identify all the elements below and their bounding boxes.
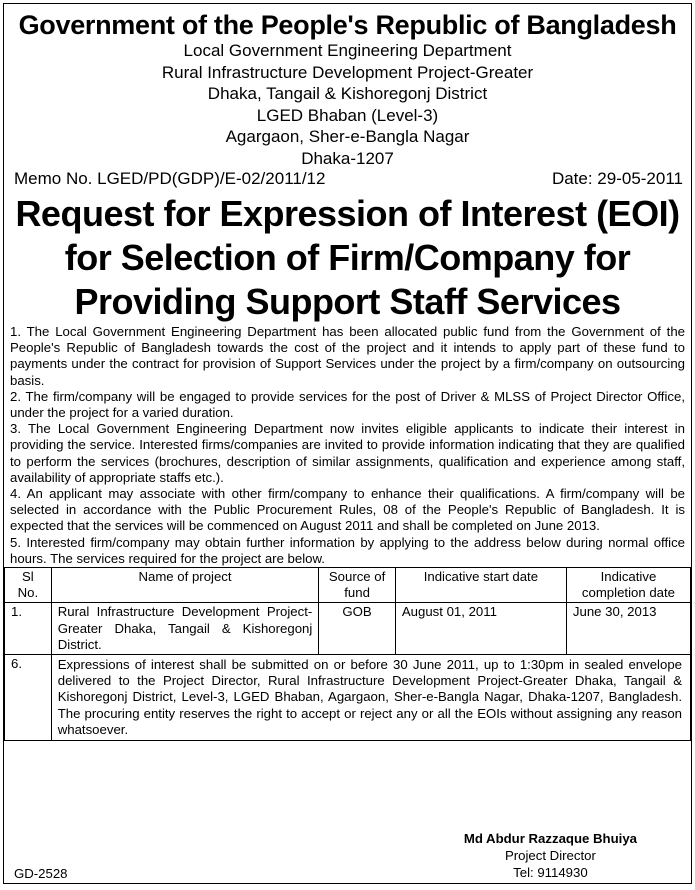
government-title: Government of the People's Republic of Bangladesh [18, 10, 677, 40]
eoi-title-line: Request for Expression of Interest (EOI) [15, 193, 680, 234]
cell-source-of-fund: GOB [319, 603, 396, 655]
advertisement-page [3, 3, 692, 884]
header-completion-date: Indicative completion date [566, 568, 690, 603]
cell-submission-details: Expressions of interest shall be submitted on or before 30 June 2011, up to 1:30pm in sealed envelope delivered to the Project Director, Rural Infrastructure Development Project-Greater Dhaka, Tangail & Kishoregonj District, Level-3, LGED Bhaban, Agargaon, Sher-e-Bangla Nagar, Dhaka-1207, Bangladesh. The procuring entity reserves the right to accept or reject any or all the EOIs without assigning any reason whatsoever. [51, 655, 690, 741]
eoi-title-line: for Selection of Firm/Company for [64, 237, 631, 278]
memo-date: Date: 29-05-2011 [551, 169, 683, 188]
address-line: LGED Bhaban (Level-3) [256, 105, 439, 125]
paragraph-3: 3. The Local Government Engineering Department now invites eligible applicants to indicate their interest in providing the service. Interested firms/companies are invited to provide information indicating that they are qualified to perform the services (brochures, description of similar assignments, qualification and experience among staff, availability of appropriate staffs etc.). [10, 421, 685, 485]
cell-completion-date: June 30, 2013 [566, 603, 690, 655]
address-line: Rural Infrastructure Development Project-Greater [161, 62, 534, 82]
address-line: Dhaka-1207 [301, 148, 394, 168]
paragraph-5: 5. Interested firm/company may obtain further information by applying to the address below during normal office hours. The services required for the project are below. [10, 534, 685, 566]
header-project-name: Name of project [51, 568, 319, 603]
header-source-of-fund: Source of fund [319, 568, 396, 603]
signatory-name: Md Abdur Razzaque Bhuiya [463, 831, 637, 846]
cell-sl: 1. [5, 603, 52, 655]
eoi-title [4, 194, 691, 322]
signatory-title: Project Director [504, 848, 596, 863]
address-line: Dhaka, Tangail & Kishoregonj District [207, 84, 488, 103]
address-line: Agargaon, Sher-e-Bangla Nagar [225, 127, 470, 146]
eoi-title-line: Providing Support Staff Services [74, 281, 621, 322]
address-line: Local Government Engineering Department [183, 41, 512, 60]
cell-start-date: August 01, 2011 [395, 603, 566, 655]
body-text [4, 324, 691, 567]
paragraph-1: 1. The Local Government Engineering Department has been allocated public fund from the Government of the People's Republic of Bangladesh towards the cost of the project and it intends to apply part of these fund to payments under the contract for provision of Support Services under the project by a firm/company on outsourcing basis. [10, 324, 685, 388]
header-start-date: Indicative start date [395, 568, 566, 603]
project-table [4, 567, 691, 741]
memo-number: Memo No. LGED/PD(GDP)/E-02/2011/12 [14, 169, 326, 188]
paragraph-4: 4. An applicant may associate with other firm/company to enhance their qualifications. A firm/company will be selected in accordance with the Public Procurement Rules, 08 of the People's Republic of Bangladesh. It is expected that the services will be commenced on August 2011 and shall be completed on June 2013. [10, 486, 685, 534]
paragraph-2: 2. The firm/company will be engaged to provide services for the post of Driver & MLSS of Project Director Office, under the project for a varied duration. [10, 388, 685, 421]
table-row [5, 655, 691, 741]
memo-row [4, 168, 691, 190]
cell-sl: 6. [5, 655, 52, 741]
table-header-row [5, 568, 691, 603]
signatory-tel: Tel: 9114930 [513, 865, 588, 880]
address-block [4, 40, 691, 169]
header-sl: Sl No. [5, 568, 52, 603]
cell-project-name: Rural Infrastructure Development Project-Greater Dhaka, Tangail & Kishoregonj District. [51, 603, 319, 655]
signature-block [464, 830, 637, 881]
table-row [5, 603, 691, 655]
gd-number: GD-2528 [14, 866, 68, 881]
